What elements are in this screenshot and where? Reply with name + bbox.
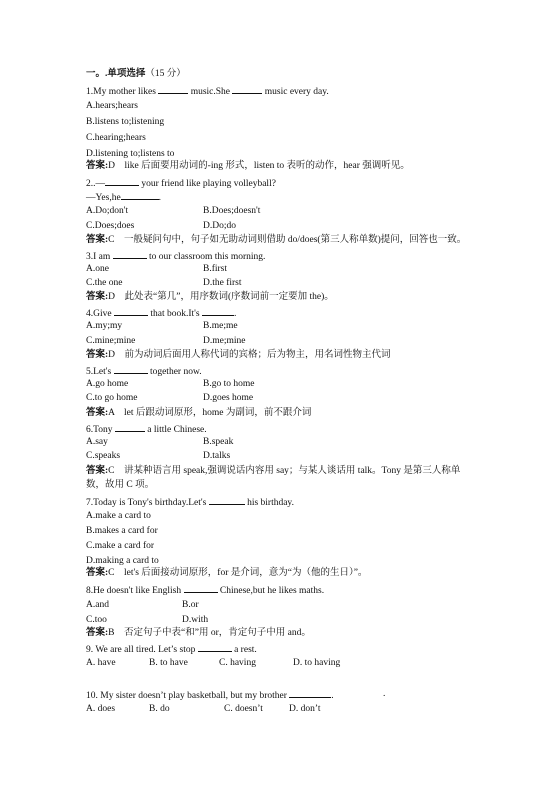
- q1-answer: [86, 160, 410, 172]
- answer-blank: [209, 495, 245, 505]
- q8-option-d: D.with: [182, 615, 209, 625]
- q4-stem-a: 4.Give: [86, 309, 112, 319]
- q8-stem-a: 8.He doesn't like English: [86, 586, 182, 596]
- q9-option-c: C. having: [219, 658, 256, 668]
- answer-label: 答案:: [86, 466, 109, 476]
- q6-stem-b: a little Chinese.: [147, 425, 207, 435]
- q5-answer: [86, 407, 311, 419]
- q9-option-d: D. to having: [293, 658, 341, 668]
- q3-option-b: B.first: [203, 264, 228, 274]
- q5-option-c: C.to go home: [86, 393, 138, 403]
- answer-label: 答案:: [86, 568, 109, 578]
- q7-stem-b: his birthday.: [247, 498, 294, 508]
- q7-stem-a: 7.Today is Tony's birthday.Let's: [86, 498, 207, 508]
- q5-option-b: B.go to home: [203, 379, 255, 389]
- q1-option-c: C.hearing;hears: [86, 133, 146, 143]
- q1-option-a: A.hears;hears: [86, 101, 138, 111]
- answer-blank: [232, 84, 262, 94]
- q5-stem-a: 5.Let's: [86, 367, 112, 377]
- question-2-reply: [86, 190, 161, 204]
- answer-text: C 一般疑问句中，句子如无助动词则借助 do/does(第三人称单数)提问，回答也一致。: [108, 235, 467, 245]
- q2-stem-a: 2..—: [86, 179, 105, 189]
- q3-stem-b: to our classroom this morning.: [149, 252, 266, 262]
- q8-option-a: A.and: [86, 600, 109, 610]
- answer-text: D 此处表“第几”，用序数词(序数词前一定要加 the)。: [108, 292, 334, 302]
- q6-answer-continued: 数，故用 C 项。: [86, 480, 155, 490]
- question-3-stem: [86, 249, 265, 263]
- q2-option-d: D.Do;do: [203, 221, 236, 231]
- answer-blank: [289, 688, 331, 698]
- q4-stem-b: that book.It's: [150, 309, 200, 319]
- q10-stray-period: .: [383, 689, 386, 699]
- q8-option-b: B.or: [182, 600, 199, 610]
- question-7-stem: [86, 495, 294, 509]
- section-heading: [86, 68, 186, 80]
- q6-option-a: A.say: [86, 437, 108, 447]
- q7-option-a: A.make a card to: [86, 511, 151, 521]
- q4-option-d: D.me;mine: [203, 336, 246, 346]
- answer-label: 答案:: [86, 628, 109, 638]
- q5-stem-b: together now.: [149, 367, 202, 377]
- q8-answer: [86, 627, 311, 639]
- answer-text: D like 后面要用动词的-ing 形式，listen to 表听的动作，hear 强调听见。: [108, 161, 410, 171]
- q3-option-c: C.the one: [86, 278, 123, 288]
- answer-text: C 讲某种语言用 speak,强调说话内容用 say；与某人谈话用 talk。Tony 是第三人称单: [108, 466, 461, 476]
- q4-answer: [86, 349, 391, 361]
- section-score: （15 分）: [145, 69, 186, 79]
- q4-stem-c: .: [233, 309, 237, 319]
- question-6-stem: [86, 422, 207, 436]
- q6-option-d: D.talks: [203, 451, 231, 461]
- q6-option-c: C.speaks: [86, 451, 121, 461]
- section-title: 一。.单项选择: [86, 69, 146, 79]
- question-10-stem: [86, 688, 334, 702]
- q10-option-b: B. do: [149, 704, 170, 714]
- q9-option-a: A. have: [86, 658, 116, 668]
- q7-answer: [86, 567, 367, 579]
- answer-label: 答案:: [86, 235, 109, 245]
- q4-option-a: A.my;my: [86, 321, 123, 331]
- q3-option-d: D.the first: [203, 278, 242, 288]
- answer-label: 答案:: [86, 408, 109, 418]
- q1-option-d: D.listening to;listens to: [86, 149, 175, 159]
- q1-stem-a: 1.My mother likes: [86, 87, 156, 97]
- answer-text: C let's 后面接动词原形，for 是介词，意为“为（他的生日）”。: [108, 568, 368, 578]
- q6-option-b: B.speak: [203, 437, 234, 447]
- answer-blank: [105, 176, 139, 186]
- q2-stem-b: your friend like playing volleyball?: [141, 179, 276, 189]
- question-2-stem: [86, 176, 276, 190]
- q5-option-a: A.go home: [86, 379, 129, 389]
- q9-stem-b: a rest.: [234, 645, 257, 655]
- answer-blank: [202, 306, 234, 316]
- q5-option-d: D.goes home: [203, 393, 254, 403]
- q6-stem-a: 6.Tony: [86, 425, 113, 435]
- q8-stem-b: Chinese,but he likes maths.: [219, 586, 325, 596]
- q2-option-a: A.Do;don't: [86, 206, 129, 216]
- answer-blank: [114, 306, 148, 316]
- q7-option-c: C.make a card for: [86, 541, 155, 551]
- answer-text: D 前为动词后面用人称代词的宾格；后为物主，用名词性物主代词: [108, 350, 391, 360]
- q2-answer: [86, 234, 466, 246]
- q2-reply-end: .: [158, 193, 162, 203]
- question-9-stem: [86, 642, 257, 656]
- q1-stem-b: music.She: [190, 87, 231, 97]
- q3-stem-a: 3.I am: [86, 252, 111, 262]
- q4-option-c: C.mine;mine: [86, 336, 136, 346]
- answer-blank: [113, 249, 147, 259]
- answer-blank: [114, 364, 148, 374]
- q4-option-b: B.me;me: [203, 321, 238, 331]
- q2-option-b: B.Does;doesn't: [203, 206, 261, 216]
- answer-text: A let 后跟动词原形，home 为副词，前不跟介词: [108, 408, 312, 418]
- q1-option-b: B.listens to;listening: [86, 117, 165, 127]
- q9-stem-a: 9. We are all tired. Let’s stop: [86, 645, 196, 655]
- answer-label: 答案:: [86, 350, 109, 360]
- answer-blank: [198, 642, 232, 652]
- q6-answer: [86, 465, 460, 477]
- q2-reply: —Yes,he: [86, 193, 121, 203]
- answer-blank: [115, 422, 145, 432]
- answer-text: B 否定句子中表“和”用 or，肯定句子中用 and。: [108, 628, 311, 638]
- question-5-stem: [86, 364, 202, 378]
- question-8-stem: [86, 583, 324, 597]
- q3-answer: [86, 291, 334, 303]
- question-4-stem: [86, 306, 236, 320]
- answer-label: 答案:: [86, 292, 109, 302]
- q10-stem-a: 10. My sister doesn’t play basketball, but my brother: [86, 691, 287, 701]
- q7-option-b: B.makes a card for: [86, 526, 158, 536]
- answer-blank: [158, 84, 188, 94]
- question-1-stem: [86, 84, 329, 98]
- q10-option-c: C. doesn’t: [224, 704, 263, 714]
- q10-stem-b: .: [331, 691, 334, 701]
- q2-option-c: C.Does;does: [86, 221, 135, 231]
- q9-option-b: B. to have: [149, 658, 188, 668]
- q10-option-d: D. don’t: [289, 704, 321, 714]
- q3-option-a: A.one: [86, 264, 109, 274]
- q7-option-d: D.making a card to: [86, 556, 159, 566]
- q8-option-c: C.too: [86, 615, 107, 625]
- answer-blank: [121, 190, 159, 200]
- answer-label: 答案:: [86, 161, 109, 171]
- q10-option-a: A. does: [86, 704, 116, 714]
- q1-stem-c: music every day.: [264, 87, 329, 97]
- answer-blank: [184, 583, 218, 593]
